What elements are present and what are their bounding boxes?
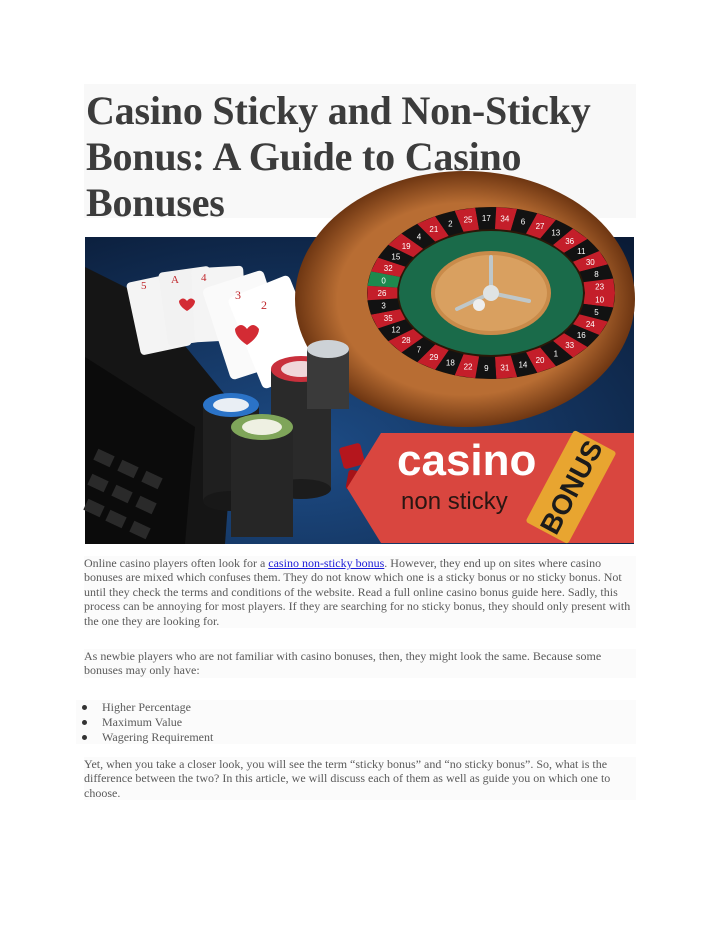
roulette-number: 23 <box>595 282 605 292</box>
roulette-number: 31 <box>500 363 510 373</box>
list-item <box>76 730 636 745</box>
roulette-number: 30 <box>585 258 595 268</box>
roulette-number: 3 <box>381 301 386 311</box>
card-rank: 3 <box>235 288 241 302</box>
casino-non-sticky-bonus-link[interactable]: casino non-sticky bonus <box>268 556 385 570</box>
roulette-number: 0 <box>381 276 386 286</box>
intro-text-before-link: Online casino players often look for a <box>84 556 269 570</box>
roulette-number: 24 <box>585 319 595 329</box>
badge-casino-text: casino <box>397 436 537 485</box>
roulette-number: 15 <box>391 252 401 262</box>
closing-paragraph-text: Yet, when you take a closer look, you will see the term “sticky bonus” and “no sticky bonus”. So, what is the difference between the two? In this article, we will discuss each of them as well as guide you on which one to choose. <box>84 757 611 800</box>
roulette-ball <box>473 299 485 311</box>
roulette-number: 6 <box>520 217 526 227</box>
roulette-number: 26 <box>377 289 387 298</box>
intro-paragraph <box>84 556 636 628</box>
list-item-label: Higher Percentage <box>102 700 191 714</box>
roulette-number: 17 <box>481 214 491 224</box>
roulette-number: 9 <box>484 363 489 373</box>
roulette-number: 28 <box>401 336 411 346</box>
bonus-stamp-text: BONUS <box>534 435 609 540</box>
roulette-number: 10 <box>595 295 605 305</box>
roulette-number: 11 <box>577 247 586 257</box>
bullet-icon <box>82 720 87 725</box>
roulette-number: 33 <box>565 340 575 350</box>
roulette-number: 13 <box>551 228 561 238</box>
page-title: Casino Sticky and Non-Sticky Bonus: A Guide to Casino Bonuses <box>86 88 591 225</box>
list-item-label: Maximum Value <box>102 714 183 729</box>
roulette-number: 1 <box>553 349 559 359</box>
roulette-number: 19 <box>401 241 411 251</box>
roulette-number: 7 <box>416 345 422 355</box>
roulette-number: 35 <box>383 313 393 323</box>
card-rank: 4 <box>201 272 207 284</box>
roulette-number: 4 <box>416 232 422 242</box>
roulette-number: 22 <box>463 362 473 372</box>
hero-image <box>85 214 634 544</box>
casino-non-sticky-badge <box>347 430 634 544</box>
roulette-number: 25 <box>463 215 473 225</box>
roulette-number: 34 <box>500 214 510 224</box>
roulette-number: 32 <box>383 264 393 274</box>
bullet-icon <box>82 705 87 710</box>
roulette-number: 16 <box>576 330 586 340</box>
roulette-number: 27 <box>535 222 545 232</box>
roulette-number: 12 <box>391 325 401 335</box>
roulette-number: 5 <box>594 307 599 317</box>
roulette-number: 29 <box>429 352 439 362</box>
roulette-number: 2 <box>448 219 453 229</box>
roulette-number: 18 <box>445 358 455 368</box>
roulette-number: 20 <box>535 355 545 365</box>
roulette-number: 36 <box>565 237 575 247</box>
card-rank: 2 <box>261 298 267 312</box>
intro-text-after-link: . However, they end up on sites where casino bonuses are mixed which confuses them. They do not know which one is a sticky bonus or no sticky bonus. Not until they check the terms and conditions of the website. Read a full online casino bonus guide here. Sadly, this process can be annoying for most players. If they are searching for no sticky bonus, they should only present with the one they are looking for. <box>84 556 631 628</box>
roulette-number: 21 <box>429 225 439 235</box>
closing-paragraph <box>84 757 636 800</box>
list-item <box>76 700 636 715</box>
list-item-label: Wagering Requirement <box>102 729 214 744</box>
newbie-paragraph <box>84 649 636 678</box>
list-item <box>76 715 636 730</box>
card-rank: 5 <box>141 280 147 292</box>
badge-non-sticky-text: non sticky <box>401 488 508 515</box>
card-rank: A <box>171 274 179 286</box>
bonus-features-list <box>76 700 636 744</box>
roulette-number: 8 <box>594 270 599 280</box>
bullet-icon <box>82 735 87 740</box>
newbie-paragraph-text: As newbie players who are not familiar with casino bonuses, then, they might look the same. Because some bonuses may only have: <box>84 649 602 678</box>
hero-illustration <box>85 214 634 544</box>
roulette-number: 14 <box>518 360 528 370</box>
